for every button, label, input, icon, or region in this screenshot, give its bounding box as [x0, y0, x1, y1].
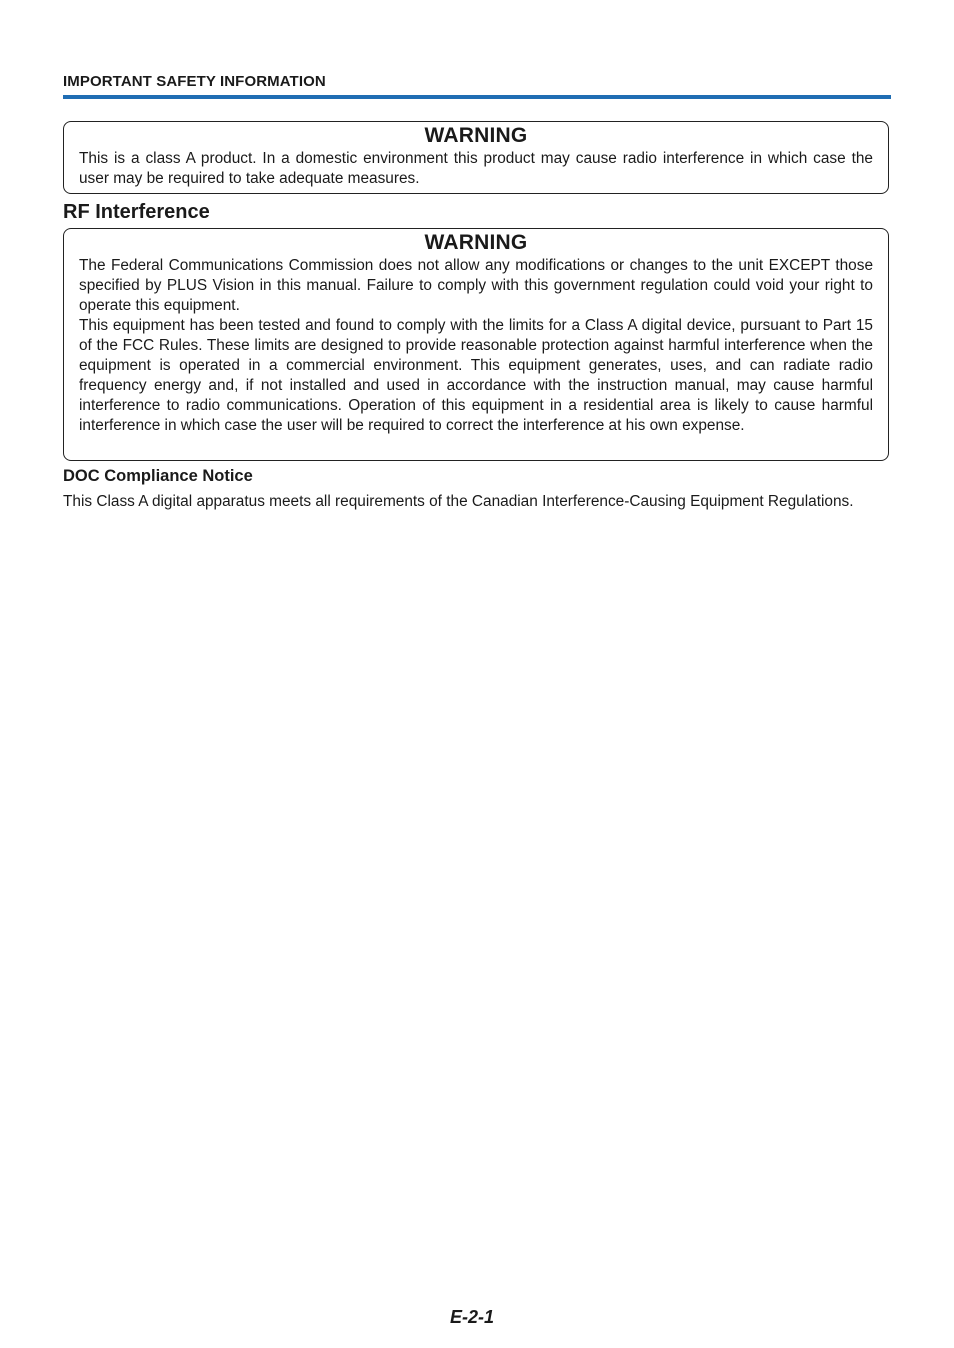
warning-text: This is a class A product. In a domestic environment this product may cause radio interference in which case the user may be required to take adequate measures. — [79, 150, 873, 187]
doc-compliance-title: DOC Compliance Notice — [63, 467, 253, 485]
warning-box-fcc — [63, 228, 889, 461]
doc-compliance-text: This Class A digital apparatus meets all requirements of the Canadian Interference-Causing Equipment Regulations. — [63, 493, 854, 510]
fcc-modifications-paragraph: The Federal Communications Commission does not allow any modifications or changes to the unit EXCEPT those specified by PLUS Vision in this manual. Failure to comply with this government regulation could void your right to operate this equipment. — [79, 257, 873, 314]
warning-title: WARNING — [424, 124, 528, 147]
page-header-title: IMPORTANT SAFETY INFORMATION — [63, 73, 326, 90]
fcc-class-a-paragraph: This equipment has been tested and found to comply with the limits for a Class A digital device, pursuant to Part 15 of the FCC Rules. These limits are designed to provide reasonable protection against harmful interference when the equipment is operated in a commercial environment. This equipment generates, uses, and can radiate radio frequency energy and, if not installed and used in accordance with the instruction manual, may cause harmful interference to radio communications. Operation of this equipment in a residential area is likely to cause harmful interference in which case the user will be required to correct the interference at his own expense. — [79, 317, 873, 434]
page-number: E-2-1 — [450, 1307, 495, 1327]
warning-title: WARNING — [424, 231, 528, 254]
warning-box-class-a — [63, 121, 889, 194]
header-rule — [63, 95, 891, 99]
section-title-rf-interference: RF Interference — [63, 201, 210, 223]
